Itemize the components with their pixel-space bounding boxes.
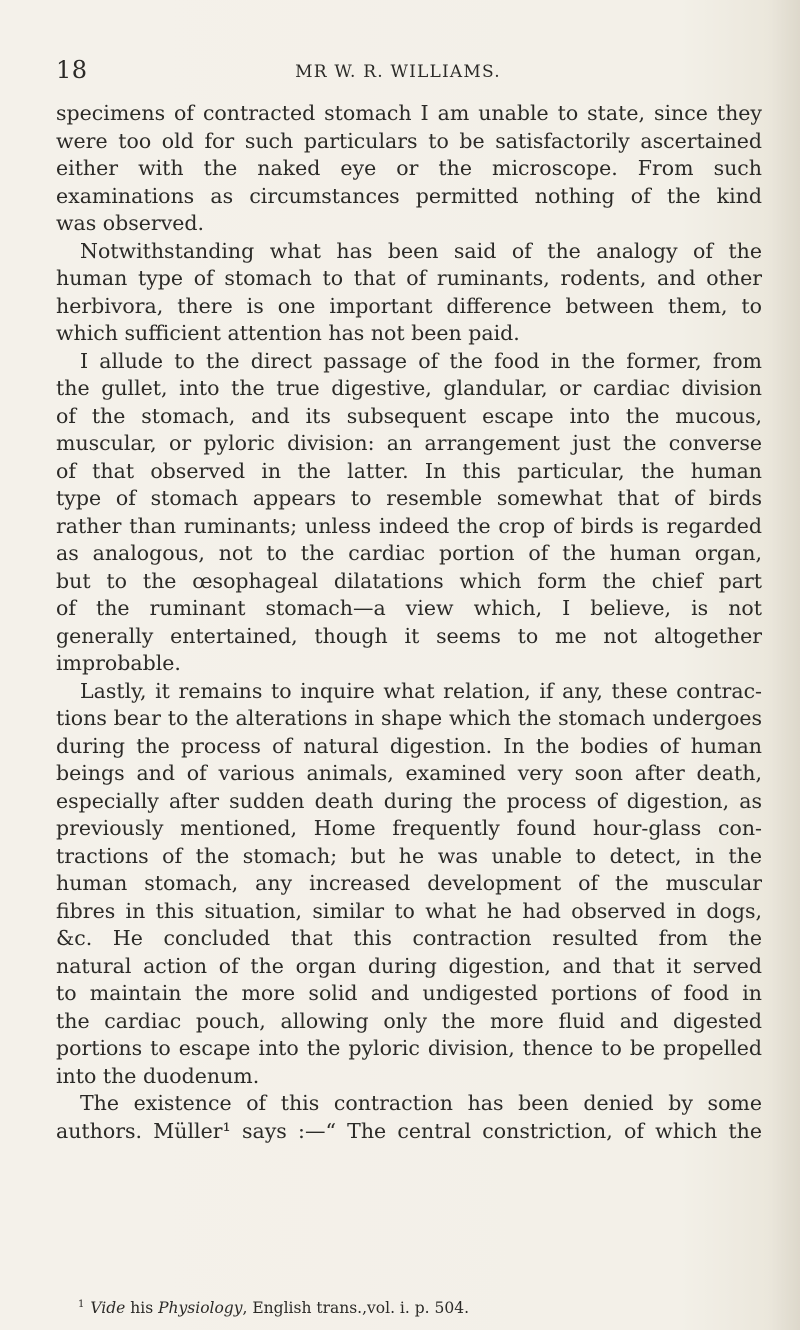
- text-line: as analogous, not to the cardiac portion of the human organ,: [56, 541, 762, 565]
- page-number: 18: [56, 56, 88, 84]
- text-line: especially after sudden death during the process of digestion, as: [56, 788, 762, 813]
- text-line: of that observed in the latter. In this particular, the human: [56, 458, 762, 483]
- text-line: generally entertained, though it seems to me not altogether: [56, 623, 762, 648]
- text-line: but to the œsophageal dilatations which form the chief part: [56, 568, 762, 593]
- text-line: tions bear to the alterations in shape which the stomach undergoes: [56, 706, 762, 730]
- text-line: to maintain the more solid and undigested portions of food in: [56, 981, 762, 1005]
- text-line: tractions of the stomach; but he was unable to detect, in the: [56, 843, 762, 868]
- text-line: the cardiac pouch, allowing only the more fluid and digested: [56, 1008, 762, 1033]
- text-line: &c. He concluded that this contraction resulted from the: [56, 926, 762, 950]
- text-line: either with the naked eye or the microscope. From such: [56, 156, 762, 180]
- text-line: were too old for such particulars to be satisfactorily ascertained: [56, 128, 762, 153]
- text-line: examinations as circumstances permitted nothing of the kind: [56, 183, 762, 208]
- footnote-vide: Vide: [90, 1299, 126, 1318]
- footnote-marker: 1: [78, 1299, 85, 1310]
- text-line: specimens of contracted stomach I am unable to state, since they: [56, 101, 762, 125]
- text-line: natural action of the organ during digestion, and that it served: [56, 953, 762, 978]
- text-line: into the duodenum.: [56, 1063, 260, 1088]
- text-line: of the stomach, and its subsequent escape into the mucous,: [56, 403, 762, 428]
- text-line: rather than ruminants; unless indeed the crop of birds is regarded: [56, 513, 762, 538]
- text-line: muscular, or pyloric division: an arrangement just the converse: [56, 431, 762, 455]
- text-line: human stomach, any increased development of the muscular: [56, 871, 762, 895]
- text-line: was observed.: [56, 211, 205, 235]
- text-line: portions to escape into the pyloric division, thence to be propelled: [56, 1036, 762, 1060]
- text-line: The existence of this contraction has been denied by some: [80, 1091, 762, 1115]
- footnote-text-a: his: [125, 1299, 159, 1318]
- page-header: [56, 56, 740, 86]
- text-line: herbivora, there is one important difference between them, to: [56, 293, 762, 318]
- footnote: [78, 1295, 762, 1318]
- text-line: I allude to the direct passage of the food in the former, from: [80, 348, 762, 373]
- footnote-title: Physiology: [158, 1299, 243, 1318]
- running-head: MR W. R. WILLIAMS.: [295, 62, 501, 82]
- footnote-text-b: , English trans.,vol. i. p. 504.: [242, 1299, 470, 1318]
- text-line: type of stomach appears to resemble somewhat that of birds: [56, 486, 762, 510]
- text-line: the gullet, into the true digestive, glandular, or cardiac division: [56, 376, 762, 400]
- text-line: improbable.: [56, 651, 181, 675]
- text-line: beings and of various animals, examined very soon after death,: [56, 761, 762, 785]
- text-line: during the process of natural digestion. In the bodies of human: [56, 733, 762, 758]
- text-line: of the ruminant stomach—a view which, I believe, is not: [56, 596, 762, 620]
- text-line: previously mentioned, Home frequently found hour-glass con-: [56, 816, 762, 840]
- text-line: fibres in this situation, similar to what he had observed in dogs,: [56, 898, 762, 923]
- body-text: [56, 100, 762, 1145]
- text-line: which sufficient attention has not been paid.: [56, 321, 520, 345]
- text-line: Notwithstanding what has been said of the analogy of the: [80, 238, 762, 263]
- text-line: human type of stomach to that of ruminants, rodents, and other: [56, 266, 762, 290]
- text-line: authors. Müller¹ says :—“ The central constriction, of which the: [56, 1118, 762, 1143]
- text-line: Lastly, it remains to inquire what relation, if any, these contrac-: [80, 678, 762, 703]
